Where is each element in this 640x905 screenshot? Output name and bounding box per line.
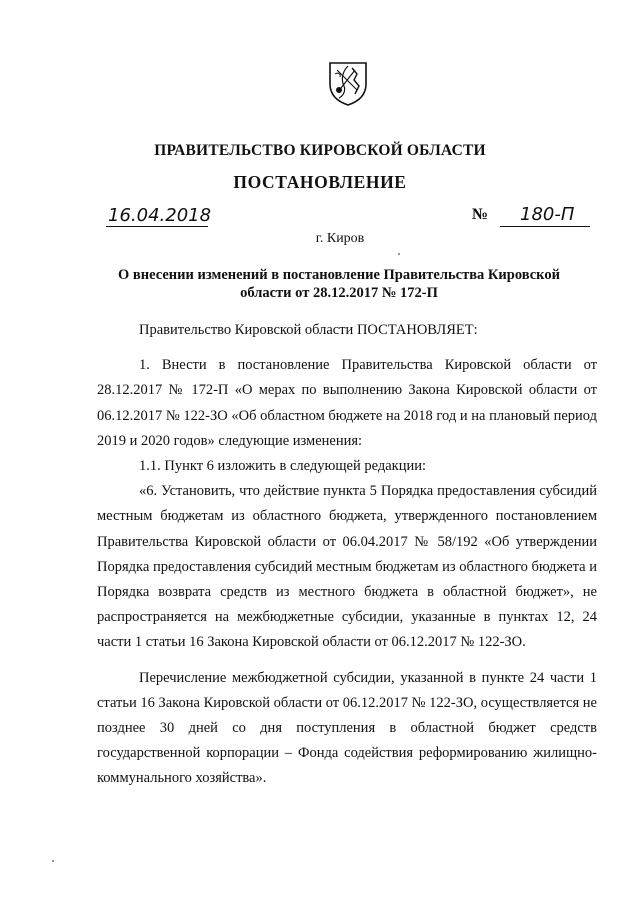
document-type: ПОСТАНОВЛЕНИЕ xyxy=(233,172,407,192)
document-body xyxy=(97,318,597,792)
document-subject: О внесении изменений в постановление Правительства Кировской области от 28.12.2017 № 172-П xyxy=(118,267,560,301)
document-date: 16.04.2018 xyxy=(108,205,212,226)
body-paragraph: 1. Внести в постановление Правительства Кировской области от 28.12.2017 № 172-П «О мерах по выполнению Закона Кировской области от 06.12.2017 № 122-ЗО «Об областном бюджете на 2018 год и на плановый период 2019 и 2020 годов» следующие изменения: xyxy=(97,357,597,449)
organization-name: ПРАВИТЕЛЬСТВО КИРОВСКОЙ ОБЛАСТИ xyxy=(154,142,486,159)
body-paragraph: Перечисление межбюджетной субсидии, указанной в пункте 24 части 1 статьи 16 Закона Кировской области от 06.12.2017 № 122-ЗО, осуществляется не позднее 30 дней со дня поступления в областной бюджет средств государственной корпорации – Фонда содействия реформированию жилищно-коммунального хозяйства». xyxy=(97,669,597,787)
document-number: 180-П xyxy=(500,204,590,227)
number-sign: № xyxy=(472,206,489,223)
scan-speck xyxy=(398,253,400,255)
kirov-coat-of-arms-icon xyxy=(327,60,369,106)
body-paragraph: «6. Установить, что действие пункта 5 Порядка предоставления субсидий местным бюджетам из областного бюджета, утвержденного постановлением Правительства Кировской области от 06.04.2017 № 58/192 «Об утверждении Порядка предоставления субсидий местным бюджетам из областного бюджета и Порядка возврата средств из местного бюджета в областной бюджет», не распространяется на межбюджетные субсидии, указанные в пунктах 12, 24 части 1 статьи 16 Закона Кировской области от 06.12.2017 № 122-ЗО. xyxy=(97,483,597,651)
body-paragraph: 1.1. Пункт 6 изложить в следующей редакции: xyxy=(139,458,427,475)
body-paragraph: Правительство Кировской области ПОСТАНОВЛЯЕТ: xyxy=(139,322,478,338)
city: г. Киров xyxy=(315,231,365,246)
scan-speck xyxy=(52,860,54,862)
